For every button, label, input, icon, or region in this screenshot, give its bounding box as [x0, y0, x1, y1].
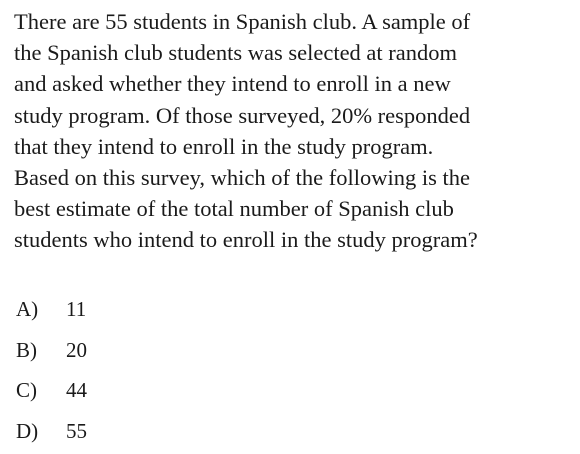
choice-letter: C) [16, 373, 66, 407]
question-line: students who intend to enroll in the study program? [14, 224, 580, 255]
question-line: and asked whether they intend to enroll in a new [14, 68, 580, 99]
choice-value: 44 [66, 373, 87, 407]
choice-letter: B) [16, 333, 66, 367]
choice-b[interactable] [16, 333, 87, 374]
choice-letter: D) [16, 414, 66, 448]
choice-a[interactable] [16, 292, 87, 333]
question-line: best estimate of the total number of Spanish club [14, 193, 580, 224]
choice-c[interactable] [16, 373, 87, 414]
choice-value: 20 [66, 333, 87, 367]
question-line: the Spanish club students was selected at random [14, 37, 580, 68]
answer-choices [16, 292, 87, 454]
choice-value: 11 [66, 292, 86, 326]
choice-letter: A) [16, 292, 66, 326]
question-line: Based on this survey, which of the following is the [14, 162, 580, 193]
question-text [14, 6, 580, 256]
question-line: There are 55 students in Spanish club. A sample of [14, 6, 580, 37]
choice-d[interactable] [16, 414, 87, 454]
choice-value: 55 [66, 414, 87, 448]
question-line: study program. Of those surveyed, 20% responded [14, 100, 580, 131]
question-line: that they intend to enroll in the study program. [14, 131, 580, 162]
